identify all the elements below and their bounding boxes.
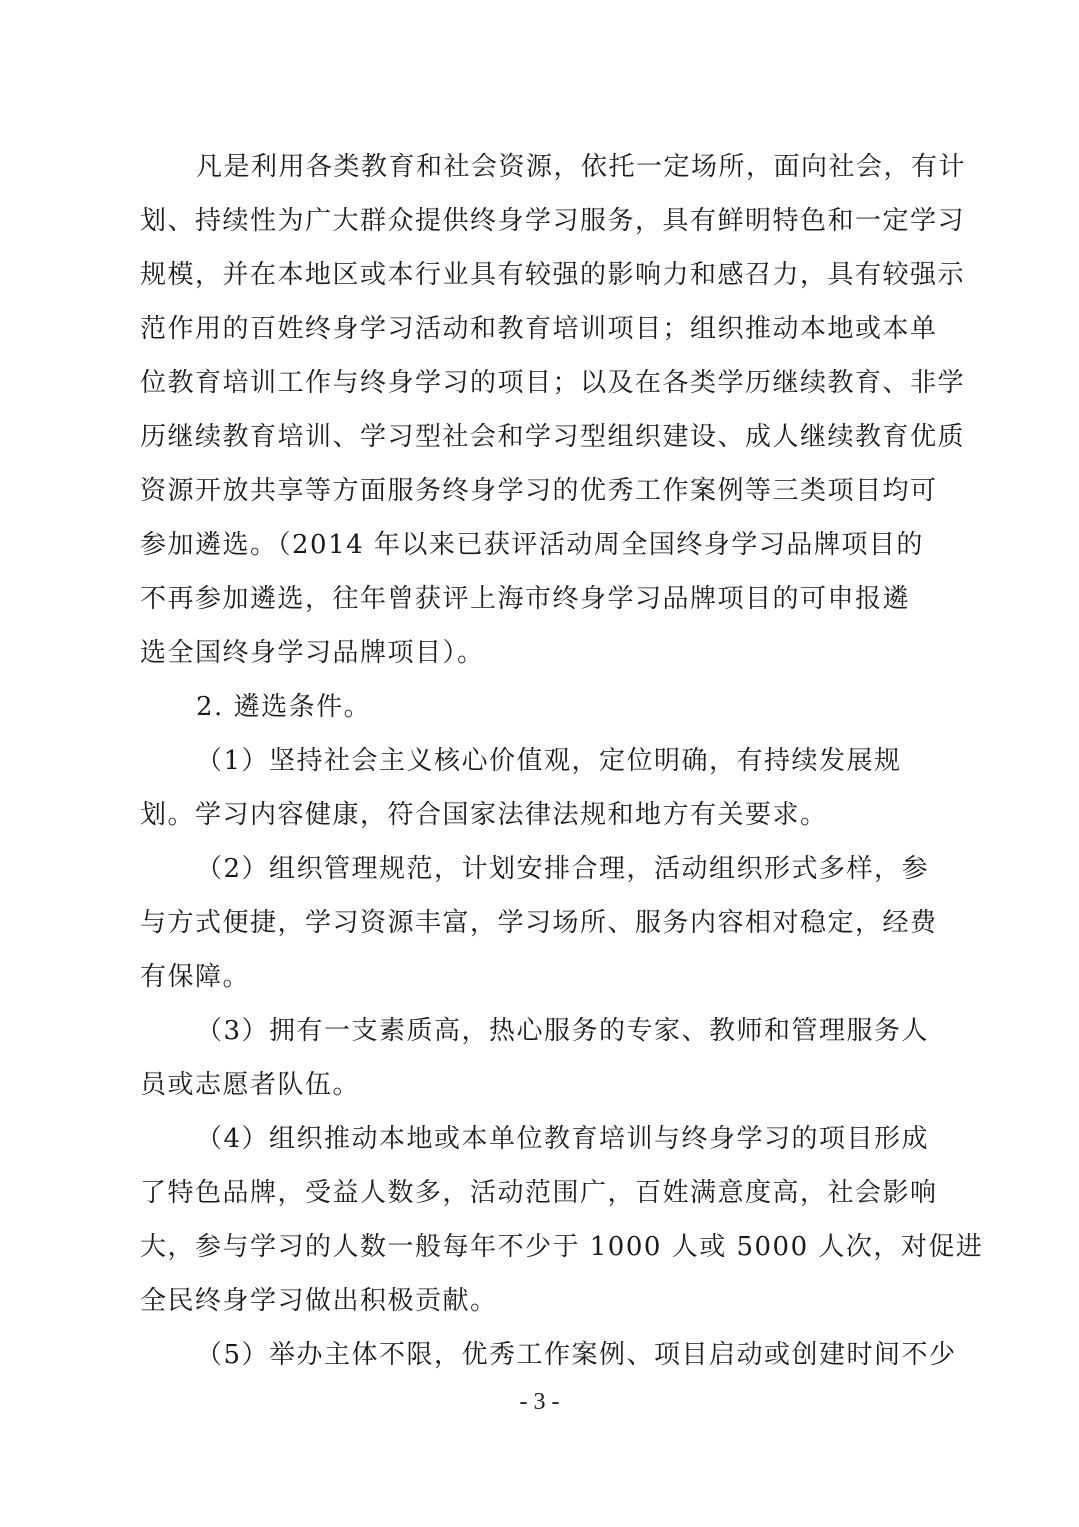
condition-2 bbox=[140, 842, 940, 1004]
paragraph-scope bbox=[140, 140, 967, 680]
text-line: 不再参加遴选，往年曾获评上海市终身学习品牌项目的可申报遴 bbox=[140, 584, 911, 614]
text-line: 位教育培训工作与终身学习的项目；以及在各类学历继续教育、非学 bbox=[140, 368, 966, 398]
text-line: （4）组织推动本地或本单位教育培训与终身学习的项目形成 bbox=[196, 1124, 930, 1154]
text-line: 划、持续性为广大群众提供终身学习服务，具有鲜明特色和一定学习 bbox=[140, 206, 966, 236]
text-line: 规模，并在本地区或本行业具有较强的影响力和感召力，具有较强示 bbox=[140, 260, 966, 290]
text-line: 资源开放共享等方面服务终身学习的优秀工作案例等三类项目均可 bbox=[140, 476, 938, 506]
text-line: 选全国终身学习品牌项目）。 bbox=[140, 638, 485, 668]
text-line: （5）举办主体不限，优秀工作案例、项目启动或创建时间不少 bbox=[196, 1340, 957, 1370]
condition-5 bbox=[140, 1328, 957, 1382]
condition-4 bbox=[140, 1112, 984, 1328]
text-line: 员或志愿者队伍。 bbox=[140, 1070, 361, 1100]
heading-selection-conditions bbox=[140, 680, 940, 734]
condition-3 bbox=[140, 1004, 940, 1112]
text-line: 范作用的百姓终身学习活动和教育培训项目；组织推动本地或本单 bbox=[140, 314, 938, 344]
page-number: - 3 - bbox=[519, 1389, 560, 1415]
condition-1 bbox=[140, 734, 940, 842]
text-line: 大，参与学习的人数一般每年不少于 1000 人或 5000 人次，对促进 bbox=[140, 1232, 984, 1262]
section-heading: 2. 遴选条件。 bbox=[196, 692, 372, 722]
text-line: （2）组织管理规范，计划安排合理，活动组织形式多样，参 bbox=[196, 854, 930, 884]
text-line: （3）拥有一支素质高，热心服务的专家、教师和管理服务人 bbox=[196, 1016, 930, 1046]
text-line: 与方式便捷，学习资源丰富，学习场所、服务内容相对稳定，经费 bbox=[140, 908, 938, 938]
text-line: 全民终身学习做出积极贡献。 bbox=[140, 1286, 498, 1316]
text-line: （1）坚持社会主义核心价值观，定位明确，有持续发展规 bbox=[196, 746, 902, 776]
text-line: 划。学习内容健康，符合国家法律法规和地方有关要求。 bbox=[140, 800, 828, 830]
document-body bbox=[140, 140, 984, 1382]
text-line: 凡是利用各类教育和社会资源，依托一定场所，面向社会，有计 bbox=[196, 152, 967, 182]
text-line: 参加遴选。（2014 年以来已获评活动周全国终身学习品牌项目的 bbox=[140, 530, 924, 560]
text-line: 了特色品牌，受益人数多，活动范围广，百姓满意度高，社会影响 bbox=[140, 1178, 938, 1208]
text-line: 历继续教育培训、学习型社会和学习型组织建设、成人继续教育优质 bbox=[140, 422, 966, 452]
text-line: 有保障。 bbox=[140, 962, 251, 992]
